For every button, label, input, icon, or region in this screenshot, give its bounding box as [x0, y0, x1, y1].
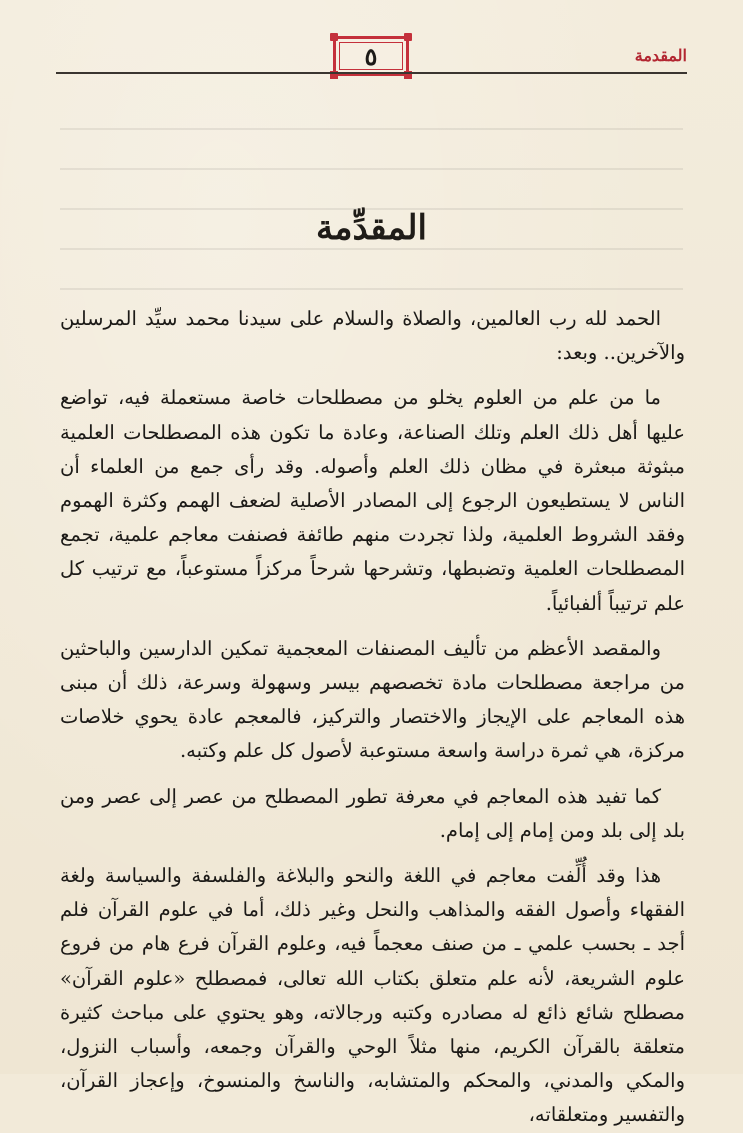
- page-number-frame: [333, 36, 409, 76]
- paragraph: ما من علم من العلوم يخلو من مصطلحات خاصة مستعملة فيه، تواضع عليها أهل ذلك العلم وتلك الصناعة، وعادة ما تكون هذه المصطلحات العلمية مبثوثة مبعثرة في مظان ذلك العلم وأصوله. وقد رأى جمع من العلماء أن الناس لا يستطيعون الرجوع إلى المصادر الأصلية لضعف الهمم وكثرة الهموم وفقد الشروط العلمية، ولذا تجردت منهم طائفة فصنفت معاجم علمية، تجمع المصطلحات العلمية وتضبطها، وتشرحها شرحاً مركزاً مستوعباً، مع ترتيب كل علم ترتيباً ألفبائياً.: [60, 386, 685, 615]
- paragraph: والمقصد الأعظم من تأليف المصنفات المعجمية تمكين الدارسين والباحثين من مراجعة مصطلحات مادة تخصصهم بيسر وسهولة وسرعة، ذلك أن مبنى هذه المعاجم على الإيجاز والاختصار والتركيز، فالمعجم عادة يحوي خلاصات مركزة، هي ثمرة دراسة واسعة مستوعبة لأصول كل علم وكتبه.: [60, 636, 685, 763]
- body-text: [60, 302, 685, 1133]
- header-rule: [56, 72, 687, 74]
- running-title: المقدمة: [634, 46, 687, 65]
- paragraph: الحمد لله رب العالمين، والصلاة والسلام على سيدنا محمد سيِّد المرسلين والآخرين.. وبعد:: [60, 307, 685, 365]
- paragraph: هذا وقد أُلِّفت معاجم في اللغة والنحو والبلاغة والفلسفة والسياسة ولغة الفقهاء وأصول الفقه والمذاهب والنحل وغير ذلك، أما في علوم القرآن فلم أجد ـ بحسب علمي ـ من صنف معجماً فيه، وعلوم القرآن فرع هام من فروع علوم الشريعة، لأنه علم متعلق بكتاب الله تعالى، فمصطلح «علوم القرآن» مصطلح شائع ذائع له مصادره وكتبه ورجالاته، وهو يحتوي على مباحث كثيرة متعلقة بالقرآن الكريم، منها مثلاً الوحي والقرآن وجمعه، وأسباب النزول، والمكي والمدني، والمحكم والمتشابه، والناسخ والمنسوخ، وإعجاز القرآن، والتفسير ومتعلقاته،: [60, 864, 685, 1127]
- section-title: المقدِّمة: [316, 208, 427, 248]
- bleed-through-texture: [60, 104, 683, 294]
- paragraph: كما تفيد هذه المعاجم في معرفة تطور المصطلح من عصر إلى عصر ومن بلد إلى بلد ومن إمام إلى إمام.: [60, 784, 685, 842]
- page-number: ٥: [364, 41, 378, 71]
